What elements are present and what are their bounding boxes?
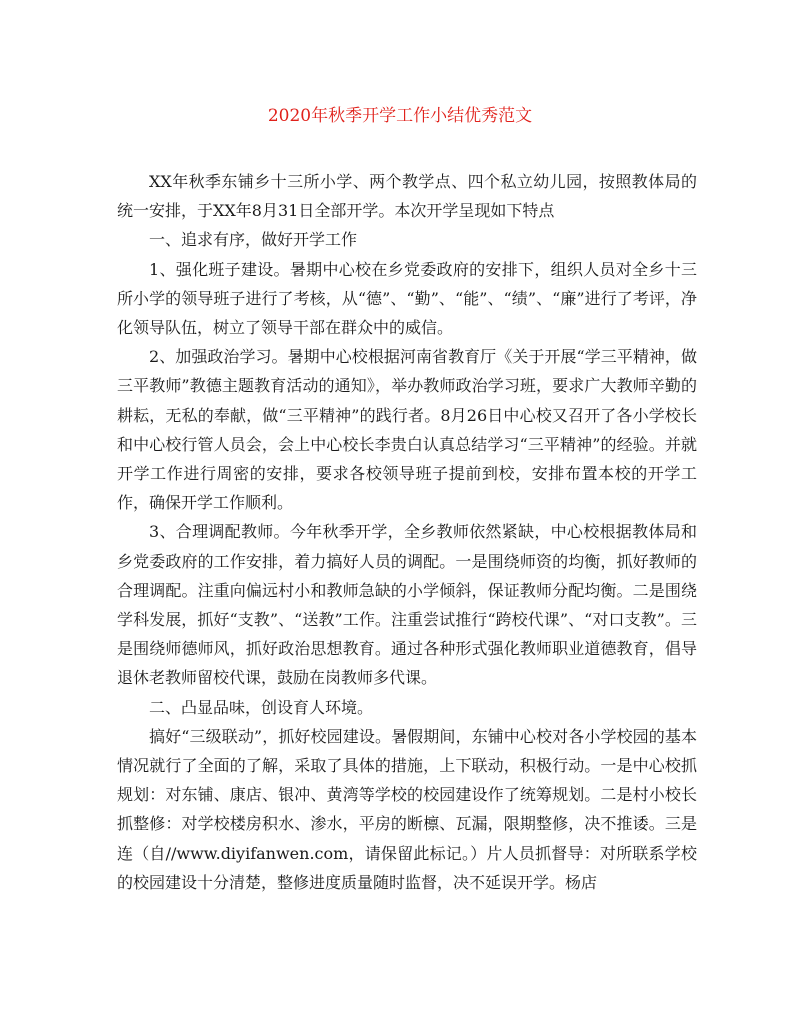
paragraph-leadership: 1、强化班子建设。暑期中心校在乡党委政府的安排下，组织人员对全乡十三所小学的领导班子进行了考核，从“德”、“勤”、“能”、“绩”、“廉”进行了考评，净化领导队伍，树立了领导干部在群众中的威信。 bbox=[117, 259, 697, 338]
heading-section-2: 二、凸显品味，创设育人环境。 bbox=[149, 697, 374, 717]
heading-section-1: 一、追求有序，做好开学工作 bbox=[149, 230, 358, 250]
paragraph-campus-construction: 搞好“三级联动”，抓好校园建设。暑假期间，东铺中心校对各小学校园的基本情况就行了全面的了解，采取了具体的措施，上下联动，积极行动。一是中心校抓规划：对东铺、康店、银冲、黄湾等学校的校园建设作了统筹规划。二是村小校长抓整修：对学校楼房积水、渗水，平房的断檩、瓦漏，限期整修，决不推诿。三是连（自//www.diyifanwen.com，请保留此标记。）片人员抓督导：对所联系学校的校园建设十分清楚，整修进度质量随时监督，决不延误开学。杨店 bbox=[117, 726, 697, 892]
document-body bbox=[117, 167, 697, 897]
paragraph-teacher-allocation: 3、合理调配教师。今年秋季开学，全乡教师依然紧缺，中心校根据教体局和乡党委政府的工作安排，着力搞好人员的调配。一是围绕师资的均衡，抓好教师的合理调配。注重向偏远村小和教师急缺的小学倾斜，保证教师分配均衡。二是围绕学科发展，抓好“支教”、“送教”工作。注重尝试推行“跨校代课”、“对口支教”。三是围绕师德师风，抓好政治思想教育。通过各种形式强化教师职业道德教育，倡导退休老教师留校代课，鼓励在岗教师多代课。 bbox=[117, 522, 697, 688]
paragraph-intro: XX年秋季东铺乡十三所小学、两个教学点、四个私立幼儿园，按照教体局的统一安排，于XX年8月31日全部开学。本次开学呈现如下特点 bbox=[117, 172, 697, 221]
document-title: 2020年秋季开学工作小结优秀范文 bbox=[267, 106, 533, 126]
paragraph-political-study: 2、加强政治学习。暑期中心校根据河南省教育厅《关于开展“学三平精神，做三平教师”教德主题教育活动的通知》，举办教师政治学习班，要求广大教师辛勤的耕耘，无私的奉献，做“三平精神”的践行者。8月26日中心校又召开了各小学校长和中心校行管人员会，会上中心校长李贵白认真总结学习“三平精神”的经验。并就开学工作进行周密的安排，要求各校领导班子提前到校，安排布置本校的开学工作，确保开学工作顺利。 bbox=[117, 347, 697, 513]
